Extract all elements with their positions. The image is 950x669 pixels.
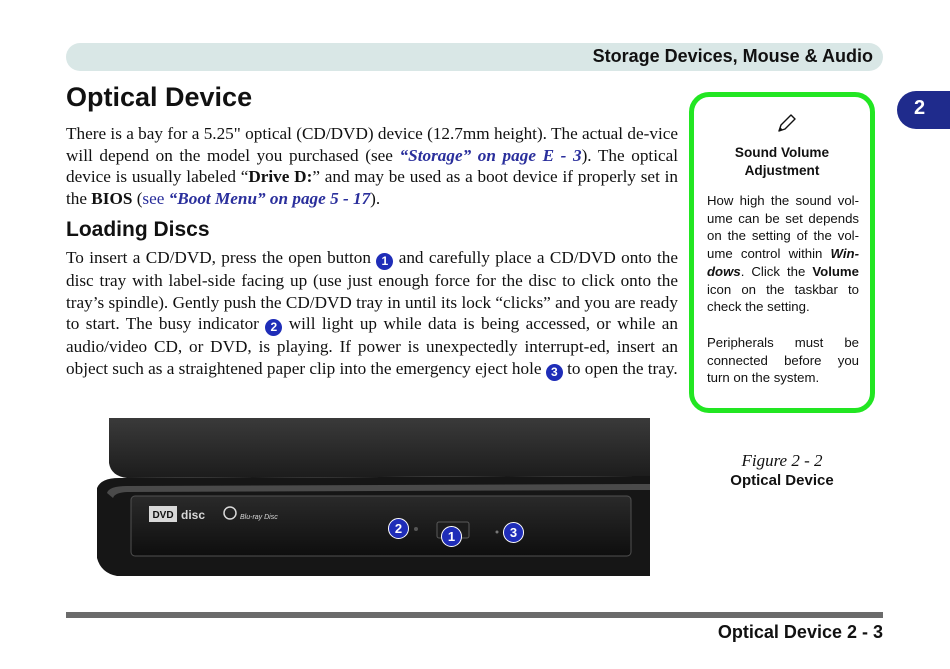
emergency-eject-hole [496, 531, 499, 534]
storage-cross-reference-link[interactable]: “Storage” on page E - 3 [399, 145, 582, 165]
footer-page-label: Optical Device 2 - 3 [717, 622, 883, 642]
disc-logo [181, 508, 205, 522]
running-header [66, 43, 883, 71]
footer-rule [66, 612, 883, 618]
loading-discs-paragraph: To insert a CD/DVD, press the open button 1 and carefully place a CD/DVD onto the disc tray with label-side facing up (use just enough force for the disc to click onto the tray’s spindle). Gently push the CD/DVD tray in until its lock “clicks” and you are ready to start. The busy indicator 2 will light up while data is being accessed, or while an audio/video CD, or DVD, is playing. If power is unexpectedly interrupt-ed, insert an object such as a straightened paper clip into the emergency eject hole 3 to open the tray. [66, 248, 678, 380]
photo-callout-1: 1 [441, 526, 462, 547]
section-title: Optical Device [66, 82, 253, 112]
boot-menu-cross-reference-link[interactable]: “Boot Menu” on page 5 - 17 [168, 189, 371, 209]
optical-device-photo [97, 418, 650, 576]
running-header-title: Storage Devices, Mouse & Audio [592, 46, 873, 66]
svg-text:disc: disc [181, 508, 206, 522]
svg-text:DVD: DVD [152, 510, 174, 521]
callout-3-badge: 3 [546, 364, 563, 381]
callout-1-badge: 1 [376, 253, 393, 270]
callout-2-badge: 2 [265, 319, 282, 336]
busy-indicator-led [414, 527, 418, 531]
chapter-tab [897, 91, 950, 129]
bios-label: BIOS [91, 189, 133, 209]
figure-number: Figure 2 - 2 [741, 451, 823, 470]
note-body-peripherals: Peripherals must be connected before you turn on the system. [707, 335, 859, 386]
pencil-icon [775, 113, 797, 135]
optical-drive-illustration [97, 418, 650, 576]
dvd-logo [149, 506, 177, 522]
note-body-volume: How high the sound vol-ume can be set depends on the setting of the vol-ume control within Win-dows. Click the Volume icon on the taskbar to check the setting. [707, 193, 859, 315]
svg-text:Blu-ray Disc: Blu-ray Disc [240, 514, 278, 521]
note-sidebar [689, 92, 875, 413]
photo-callout-3: 3 [503, 522, 524, 543]
chapter-number: 2 [914, 97, 926, 119]
note-title: Sound Volume Adjustment [734, 145, 830, 178]
drive-label: Drive D: [248, 167, 313, 187]
figure-caption: Optical Device [730, 472, 834, 489]
subsection-title: Loading Discs [66, 218, 210, 241]
photo-callout-2: 2 [388, 518, 409, 539]
intro-paragraph: There is a bay for a 5.25" optical (CD/DVD) device (12.7mm height). The actual de-vice will depend on the model you purchased (see “Storage” on page E - 3). The optical device is usually labeled “Drive D:” and may be used as a boot device if properly set in the BIOS (see “Boot Menu” on page 5 - 17). [66, 124, 679, 209]
